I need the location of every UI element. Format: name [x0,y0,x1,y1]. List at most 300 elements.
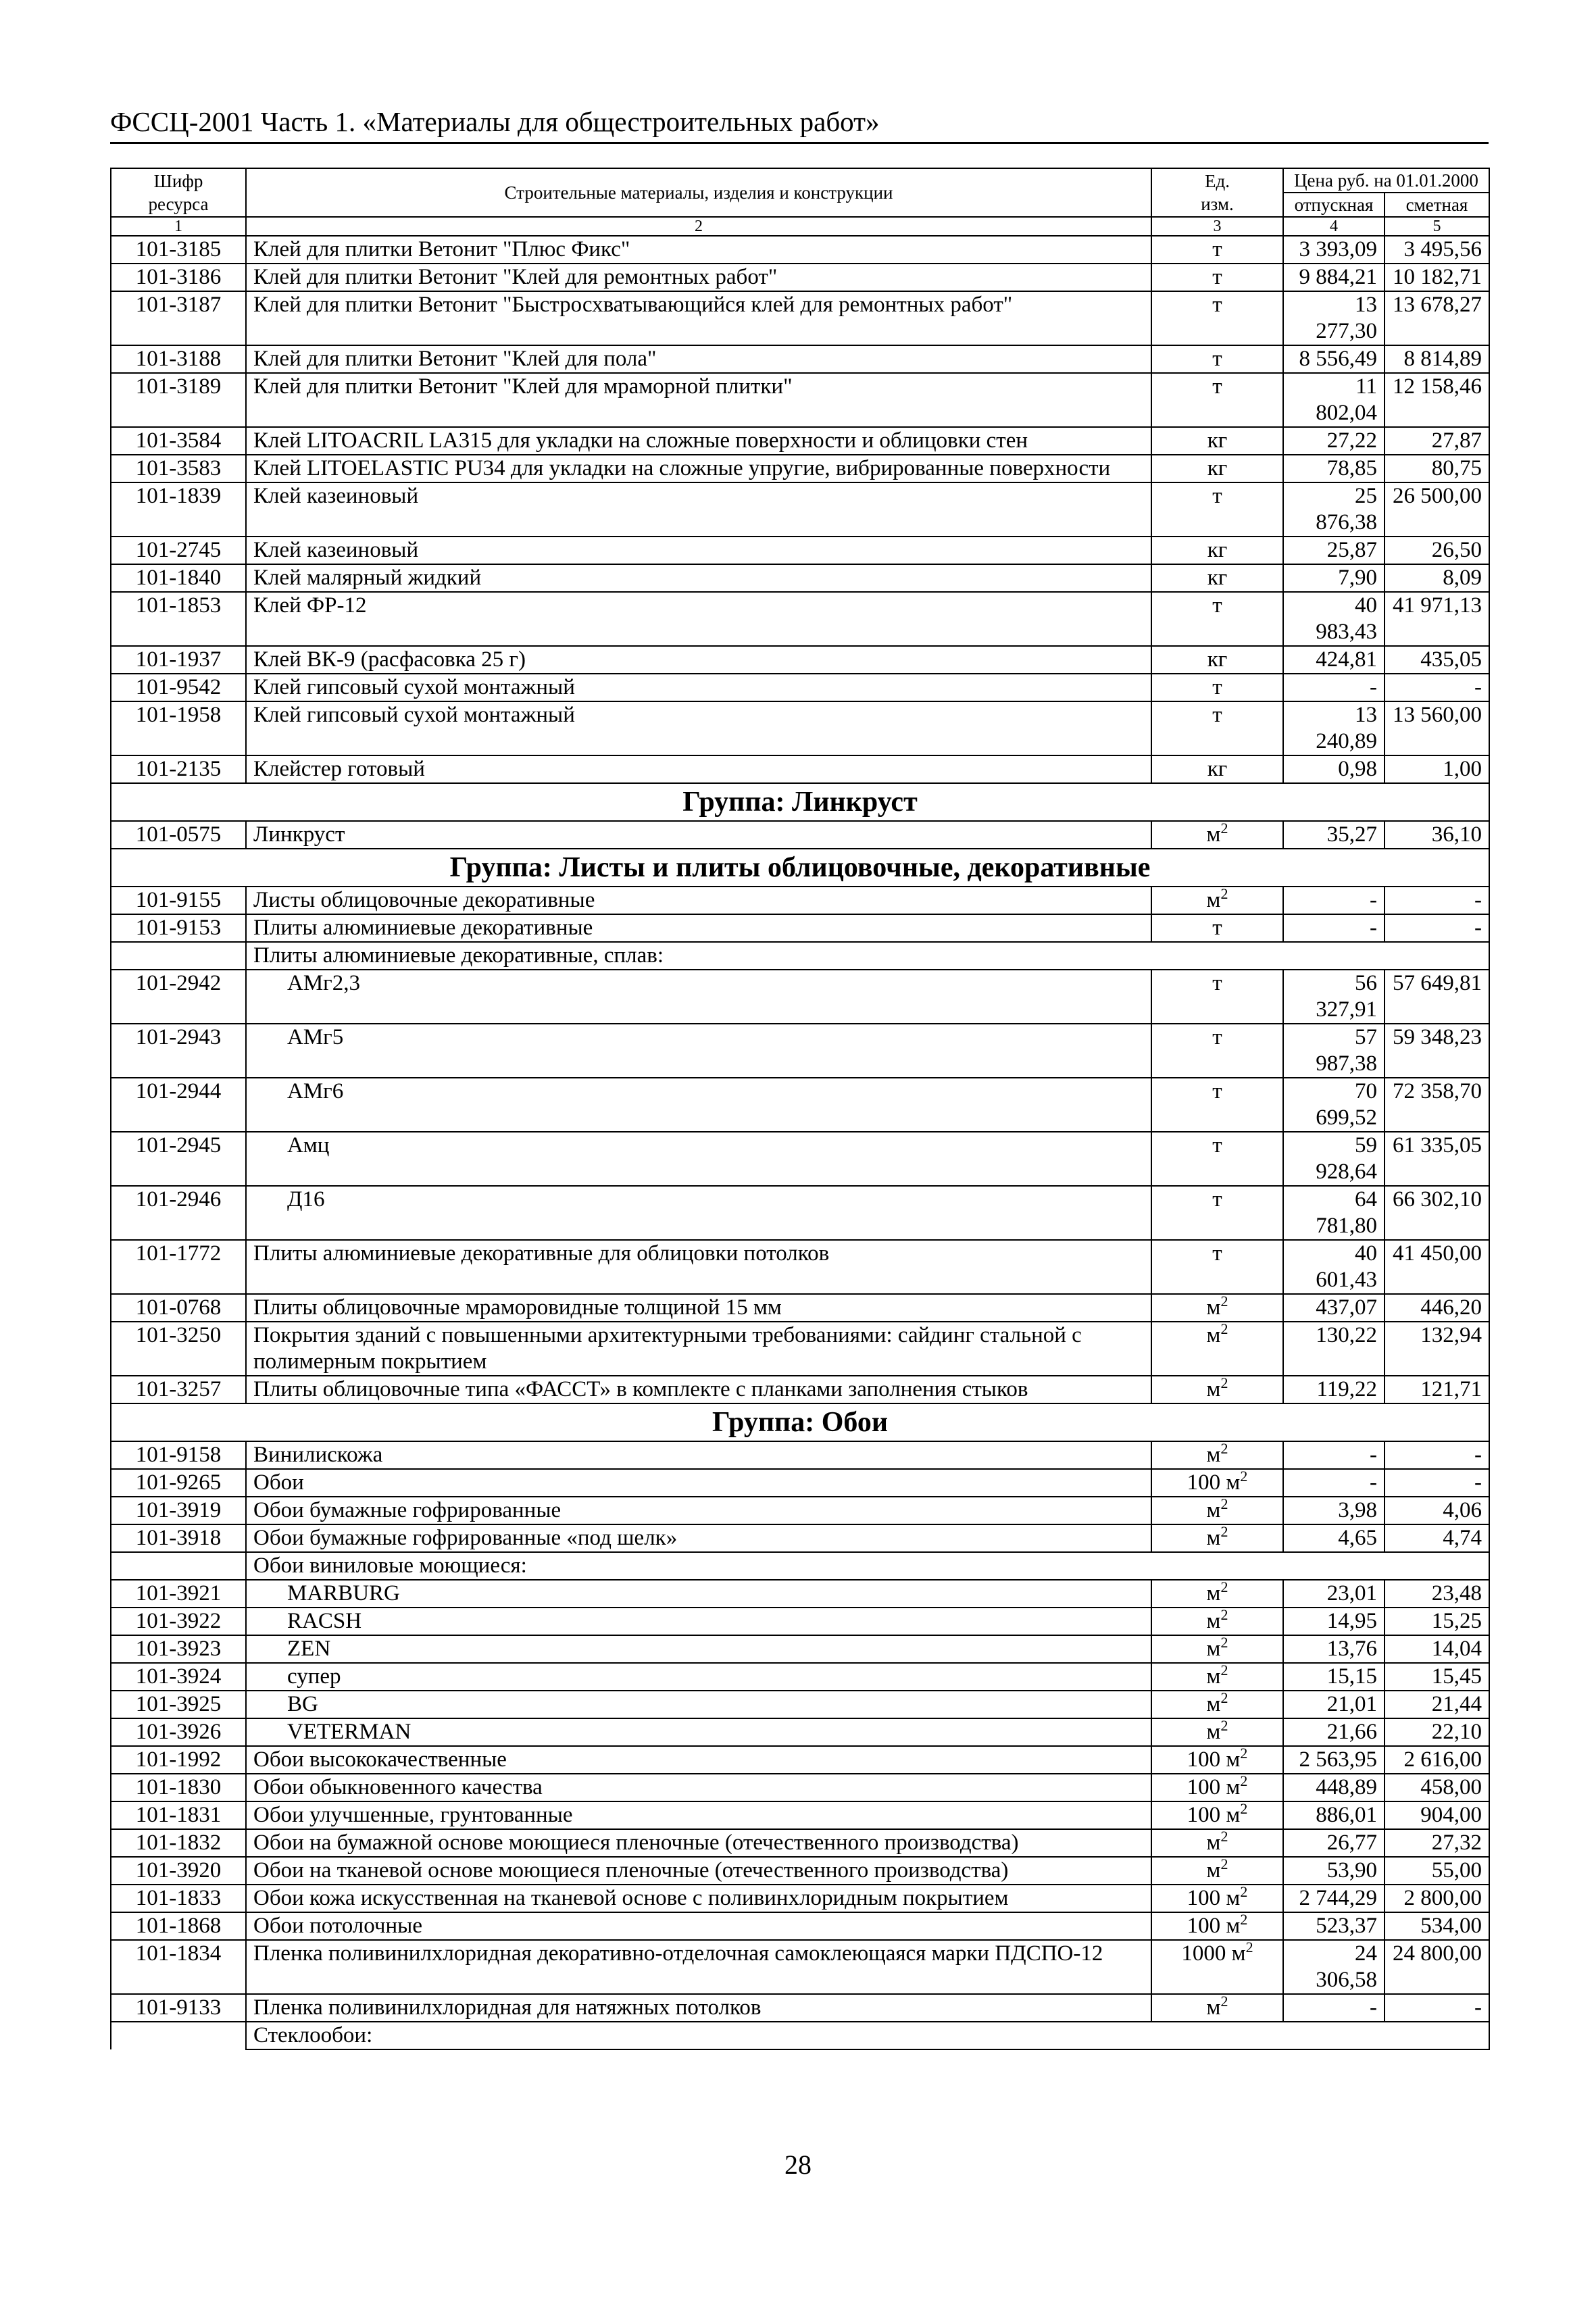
cell-unit [1151,264,1283,291]
cell-estimate-price: 27,87 [1385,427,1489,455]
cell-unit [1151,1774,1283,1801]
table-row [111,674,1489,701]
unit-text: м [1206,1443,1221,1467]
table-row [111,1322,1489,1376]
unit-text: м [1206,1831,1221,1855]
cell-code-empty [111,2022,246,2049]
cell-release-price: 14,95 [1283,1608,1385,1635]
cell-release-price: 3,98 [1283,1497,1385,1524]
cell-release-price: 130,22 [1283,1322,1385,1376]
cell-estimate-price: 4,74 [1385,1524,1489,1552]
cell-release-price: 7,90 [1283,564,1385,592]
cell-release-price: 27,22 [1283,427,1385,455]
cell-estimate-price: 14,04 [1385,1635,1489,1663]
table-row [111,1691,1489,1718]
cell-code: 101-1830 [111,1774,246,1801]
cell-estimate-price: 458,00 [1385,1774,1489,1801]
cell-estimate-price: 26,50 [1385,537,1489,564]
unit-exponent: 2 [1220,1524,1228,1540]
col-header-price: Цена руб. на 01.01.2000 [1283,168,1489,193]
cell-release-price: 40 983,43 [1283,592,1385,646]
cell-code: 101-1831 [111,1801,246,1829]
unit-exponent: 2 [1220,1718,1228,1734]
unit-exponent: 2 [1240,1801,1248,1817]
cell-unit [1151,1940,1283,1994]
unit-text: 100 м [1187,1914,1241,1938]
cell-estimate-price: 8 814,89 [1385,345,1489,373]
cell-release-price: 424,81 [1283,646,1385,674]
cell-release-price: 886,01 [1283,1801,1385,1829]
cell-unit [1151,1132,1283,1186]
cell-name: Клей для плитки Ветонит "Клей для мраморной плитки" [246,373,1151,427]
cell-name: Клей казеиновый [246,537,1151,564]
cell-release-price: 13,76 [1283,1635,1385,1663]
cell-name: Д16 [246,1186,1151,1240]
cell-unit [1151,1078,1283,1132]
cell-estimate-price: 534,00 [1385,1912,1489,1940]
unit-text: т [1212,675,1222,699]
cell-name: Обои кожа искусственная на тканевой основе с поливинхлоридным покрытием [246,1885,1151,1912]
cell-release-price: - [1283,1469,1385,1497]
cell-code: 101-3188 [111,345,246,373]
cell-unit [1151,236,1283,264]
unit-exponent: 2 [1220,1608,1228,1623]
cell-unit [1151,646,1283,674]
cell-release-price: 56 327,91 [1283,970,1385,1024]
cell-estimate-price: 80,75 [1385,455,1489,482]
unit-text: т [1212,1025,1222,1049]
col-header-unit: Ед. изм. [1151,168,1283,217]
unit-text: т [1212,1187,1222,1212]
cell-release-price: 24 306,58 [1283,1940,1385,1994]
cell-estimate-price: 1,00 [1385,755,1489,783]
table-row [111,1469,1489,1497]
unit-text: м [1206,1692,1221,1716]
cell-release-price: 53,90 [1283,1857,1385,1885]
cell-name: Обои бумажные гофрированные «под шелк» [246,1524,1151,1552]
cell-code: 101-3583 [111,455,246,482]
page-number: 28 [784,2149,812,2180]
table-row [111,455,1489,482]
cell-name: Обои обыкновенного качества [246,1774,1151,1801]
cell-unit [1151,1746,1283,1774]
cell-estimate-price: 59 348,23 [1385,1024,1489,1078]
subheading-row [111,2022,1489,2049]
table-row [111,264,1489,291]
unit-text: м [1206,1858,1221,1883]
cell-estimate-price: 41 971,13 [1385,592,1489,646]
unit-text: м [1206,1995,1221,2020]
cell-code: 101-3923 [111,1635,246,1663]
cell-name: Клейстер готовый [246,755,1151,783]
cell-name: Покрытия зданий с повышенными архитектурными требованиями: сайдинг стальной с полимерным покрытием [246,1322,1151,1376]
cell-name: Клей ВК-9 (расфасовка 25 г) [246,646,1151,674]
cell-release-price: 448,89 [1283,1774,1385,1801]
cell-release-price: 13 240,89 [1283,701,1385,755]
cell-name: Клей гипсовый сухой монтажный [246,674,1151,701]
cell-release-price: 59 928,64 [1283,1132,1385,1186]
subheading-row [111,942,1489,970]
page-header-title: ФССЦ-2001 Часть 1. «Материалы для общестроительных работ» [110,106,880,137]
cell-name: Клей LITOELASTIC PU34 для укладки на сложные упругие, вибрированные поверхности [246,455,1151,482]
cell-release-price: 523,37 [1283,1912,1385,1940]
unit-text: м [1206,1323,1221,1347]
unit-exponent: 2 [1220,1441,1228,1457]
cell-estimate-price: 2 616,00 [1385,1746,1489,1774]
cell-unit [1151,1718,1283,1746]
table-row [111,755,1489,783]
unit-text: 100 м [1187,1747,1241,1772]
unit-text: кг [1207,647,1228,672]
cell-estimate-price: 57 649,81 [1385,970,1489,1024]
cell-name: MARBURG [246,1580,1151,1608]
cell-unit [1151,564,1283,592]
cell-estimate-price: 15,45 [1385,1663,1489,1691]
cell-release-price: 119,22 [1283,1376,1385,1403]
table-row [111,1608,1489,1635]
unit-text: м [1206,822,1221,847]
col-number: 3 [1151,217,1283,236]
cell-name: Клей LITOACRIL LA315 для укладки на сложные поверхности и облицовки стен [246,427,1151,455]
cell-unit [1151,1294,1283,1322]
unit-text: т [1212,347,1222,371]
unit-exponent: 2 [1240,1469,1248,1485]
cell-code: 101-3189 [111,373,246,427]
cell-estimate-price: 24 800,00 [1385,1940,1489,1994]
cell-code: 101-9542 [111,674,246,701]
cell-code: 101-9158 [111,1441,246,1469]
unit-text: т [1212,265,1222,289]
cell-estimate-price: 72 358,70 [1385,1078,1489,1132]
col-number: 5 [1385,217,1489,236]
cell-estimate-price: 36,10 [1385,821,1489,849]
cell-release-price: 26,77 [1283,1829,1385,1857]
table-row [111,1635,1489,1663]
cell-unit [1151,1663,1283,1691]
cell-name: Обои на тканевой основе моющиеся пленочные (отечественного производства) [246,1857,1151,1885]
cell-name: Клей малярный жидкий [246,564,1151,592]
unit-text: т [1212,1079,1222,1103]
table-row [111,1132,1489,1186]
cell-code: 101-3584 [111,427,246,455]
cell-estimate-price: 13 678,27 [1385,291,1489,345]
subheading-row [111,1552,1489,1580]
unit-text: м [1206,1526,1221,1550]
cell-estimate-price: 21,44 [1385,1691,1489,1718]
cell-estimate-price: 15,25 [1385,1608,1489,1635]
cell-release-price: - [1283,674,1385,701]
header-rule [110,142,1489,144]
cell-unit [1151,755,1283,783]
cell-code: 101-3920 [111,1857,246,1885]
cell-code: 101-9133 [111,1994,246,2022]
materials-price-table [110,168,1490,2050]
cell-name: АМг2,3 [246,970,1151,1024]
cell-code: 101-1937 [111,646,246,674]
cell-unit [1151,821,1283,849]
cell-release-price: 0,98 [1283,755,1385,783]
cell-code: 101-1868 [111,1912,246,1940]
table-row [111,564,1489,592]
cell-unit [1151,674,1283,701]
group-heading-row [111,783,1489,821]
unit-exponent: 2 [1220,1497,1228,1512]
cell-name: Обои бумажные гофрированные [246,1497,1151,1524]
unit-text: т [1212,237,1222,262]
cell-name: BG [246,1691,1151,1718]
cell-code: 101-2944 [111,1078,246,1132]
cell-code: 101-2945 [111,1132,246,1186]
cell-code-empty [111,1552,246,1580]
group-heading: Группа: Линкруст [111,783,1489,821]
unit-text: т [1212,703,1222,727]
unit-exponent: 2 [1220,1376,1228,1391]
cell-code: 101-2946 [111,1186,246,1240]
table-row [111,291,1489,345]
cell-estimate-price: 41 450,00 [1385,1240,1489,1294]
cell-release-price: 4,65 [1283,1524,1385,1552]
group-heading: Группа: Обои [111,1403,1489,1441]
group-heading: Группа: Листы и плиты облицовочные, декоративные [111,849,1489,887]
cell-unit [1151,1524,1283,1552]
cell-estimate-price: 61 335,05 [1385,1132,1489,1186]
cell-estimate-price: - [1385,1994,1489,2022]
cell-release-price: 11 802,04 [1283,373,1385,427]
cell-estimate-price: 55,00 [1385,1857,1489,1885]
col-header-code: Шифр ресурса [111,168,246,217]
cell-name: Клей ФР-12 [246,592,1151,646]
unit-text: м [1206,1720,1221,1744]
col-header-release-price: отпускная [1283,193,1385,217]
cell-code: 101-3250 [111,1322,246,1376]
cell-code: 101-3918 [111,1524,246,1552]
cell-estimate-price: 3 495,56 [1385,236,1489,264]
cell-unit [1151,970,1283,1024]
cell-name: Клей для плитки Ветонит "Быстросхватывающийся клей для ремонтных работ" [246,291,1151,345]
unit-text: 100 м [1187,1775,1241,1799]
cell-unit [1151,1497,1283,1524]
cell-name: Обои улучшенные, грунтованные [246,1801,1151,1829]
unit-text: т [1212,1241,1222,1266]
cell-unit [1151,887,1283,914]
col-number: 1 [111,217,246,236]
cell-unit [1151,291,1283,345]
unit-exponent: 2 [1220,1663,1228,1678]
table-row [111,821,1489,849]
cell-code: 101-2745 [111,537,246,564]
unit-exponent: 2 [1240,1885,1248,1900]
cell-name: RACSH [246,1608,1151,1635]
cell-unit [1151,1691,1283,1718]
cell-release-price: 23,01 [1283,1580,1385,1608]
cell-unit [1151,914,1283,942]
cell-name: Листы облицовочные декоративные [246,887,1151,914]
subheading-text: Обои виниловые моющиеся: [246,1552,1489,1580]
group-heading-row [111,849,1489,887]
unit-exponent: 2 [1220,887,1228,902]
subheading-text: Стеклообои: [246,2022,1489,2049]
table-row [111,592,1489,646]
unit-text: 1000 м [1181,1941,1246,1966]
table-row [111,482,1489,537]
cell-code: 101-3925 [111,1691,246,1718]
cell-name: Плиты облицовочные типа «ФАССТ» в комплекте с планками заполнения стыков [246,1376,1151,1403]
cell-name: Обои на бумажной основе моющиеся пленочные (отечественного производства) [246,1829,1151,1857]
cell-estimate-price: 12 158,46 [1385,373,1489,427]
cell-name: Клей гипсовый сухой монтажный [246,701,1151,755]
cell-code: 101-3919 [111,1497,246,1524]
cell-release-price: 13 277,30 [1283,291,1385,345]
unit-exponent: 2 [1220,1857,1228,1872]
unit-text: м [1206,1377,1221,1401]
unit-text: кг [1207,428,1228,453]
unit-text: м [1206,1295,1221,1320]
cell-name: АМг6 [246,1078,1151,1132]
cell-release-price: - [1283,1441,1385,1469]
cell-release-price: 8 556,49 [1283,345,1385,373]
cell-unit [1151,1024,1283,1078]
cell-release-price: 2 563,95 [1283,1746,1385,1774]
cell-code: 101-0768 [111,1294,246,1322]
cell-release-price: - [1283,1994,1385,2022]
cell-name: ZEN [246,1635,1151,1663]
table-row [111,236,1489,264]
cell-estimate-price: 132,94 [1385,1322,1489,1376]
cell-name: Клей для плитки Ветонит "Плюс Фикс" [246,236,1151,264]
table-row [111,345,1489,373]
cell-code: 101-1832 [111,1829,246,1857]
cell-code: 101-3186 [111,264,246,291]
unit-text: м [1206,1609,1221,1633]
table-row [111,970,1489,1024]
unit-text: т [1212,293,1222,317]
table-row [111,427,1489,455]
unit-text: т [1212,916,1222,940]
cell-code: 101-3924 [111,1663,246,1691]
unit-text: т [1212,374,1222,399]
cell-unit [1151,1829,1283,1857]
cell-release-price: 15,15 [1283,1663,1385,1691]
cell-release-price: 21,01 [1283,1691,1385,1718]
cell-unit [1151,1857,1283,1885]
unit-text: м [1206,1664,1221,1689]
unit-exponent: 2 [1220,1294,1228,1310]
table-row [111,1580,1489,1608]
cell-estimate-price: - [1385,1441,1489,1469]
cell-release-price: 2 744,29 [1283,1885,1385,1912]
unit-exponent: 2 [1220,821,1228,837]
cell-estimate-price: 22,10 [1385,1718,1489,1746]
cell-code: 101-1853 [111,592,246,646]
unit-text: м [1206,888,1221,912]
cell-code: 101-2943 [111,1024,246,1078]
cell-unit [1151,455,1283,482]
cell-code: 101-0575 [111,821,246,849]
cell-code: 101-1833 [111,1885,246,1912]
table-row [111,1078,1489,1132]
cell-estimate-price: - [1385,887,1489,914]
cell-estimate-price: 27,32 [1385,1829,1489,1857]
cell-estimate-price: 8,09 [1385,564,1489,592]
cell-estimate-price: - [1385,914,1489,942]
cell-name: Плиты алюминиевые декоративные [246,914,1151,942]
cell-name: Линкруст [246,821,1151,849]
table-row [111,1994,1489,2022]
cell-name: Плиты облицовочные мраморовидные толщиной 15 мм [246,1294,1151,1322]
cell-unit [1151,1376,1283,1403]
unit-exponent: 2 [1220,1635,1228,1651]
cell-name: Пленка поливинилхлоридная декоративно-отделочная самоклеющаяся марки ПДСПО-12 [246,1940,1151,1994]
cell-name: Клей для плитки Ветонит "Клей для ремонтных работ" [246,264,1151,291]
table-row [111,1829,1489,1857]
cell-unit [1151,1322,1283,1376]
table-row [111,914,1489,942]
unit-exponent: 2 [1220,1580,1228,1595]
table-row [111,1774,1489,1801]
unit-text: т [1212,971,1222,995]
table-row [111,1441,1489,1469]
cell-unit [1151,1580,1283,1608]
unit-text: 100 м [1187,1886,1241,1910]
cell-code: 101-1958 [111,701,246,755]
cell-estimate-price: 4,06 [1385,1497,1489,1524]
table-row [111,1718,1489,1746]
unit-text: м [1206,1498,1221,1522]
cell-unit [1151,1441,1283,1469]
cell-name: Винилискожа [246,1441,1151,1469]
cell-release-price: 78,85 [1283,455,1385,482]
cell-estimate-price: - [1385,674,1489,701]
cell-release-price: 25 876,38 [1283,482,1385,537]
cell-unit [1151,1186,1283,1240]
cell-release-price: 25,87 [1283,537,1385,564]
cell-name: VETERMAN [246,1718,1151,1746]
cell-code: 101-3926 [111,1718,246,1746]
table-row [111,701,1489,755]
cell-estimate-price: 13 560,00 [1385,701,1489,755]
cell-name: Обои потолочные [246,1912,1151,1940]
cell-unit [1151,345,1283,373]
unit-text: т [1212,593,1222,618]
table-row [111,1663,1489,1691]
cell-estimate-price: 23,48 [1385,1580,1489,1608]
cell-release-price: - [1283,887,1385,914]
table-row [111,1294,1489,1322]
cell-code: 101-1839 [111,482,246,537]
cell-code-empty [111,942,246,970]
cell-release-price: 70 699,52 [1283,1078,1385,1132]
cell-estimate-price: - [1385,1469,1489,1497]
unit-exponent: 2 [1240,1774,1248,1789]
cell-unit [1151,482,1283,537]
cell-code: 101-1834 [111,1940,246,1994]
table-row [111,1857,1489,1885]
unit-exponent: 2 [1220,1691,1228,1706]
table-row [111,1186,1489,1240]
unit-exponent: 2 [1220,1829,1228,1845]
cell-name: Клей для плитки Ветонит "Клей для пола" [246,345,1151,373]
subheading-text: Плиты алюминиевые декоративные, сплав: [246,942,1489,970]
unit-exponent: 2 [1245,1940,1253,1956]
table-body [111,236,1489,2049]
cell-unit [1151,1608,1283,1635]
cell-estimate-price: 26 500,00 [1385,482,1489,537]
cell-unit [1151,701,1283,755]
cell-name: Обои [246,1469,1151,1497]
cell-unit [1151,1240,1283,1294]
unit-text: кг [1207,566,1228,590]
cell-unit [1151,427,1283,455]
